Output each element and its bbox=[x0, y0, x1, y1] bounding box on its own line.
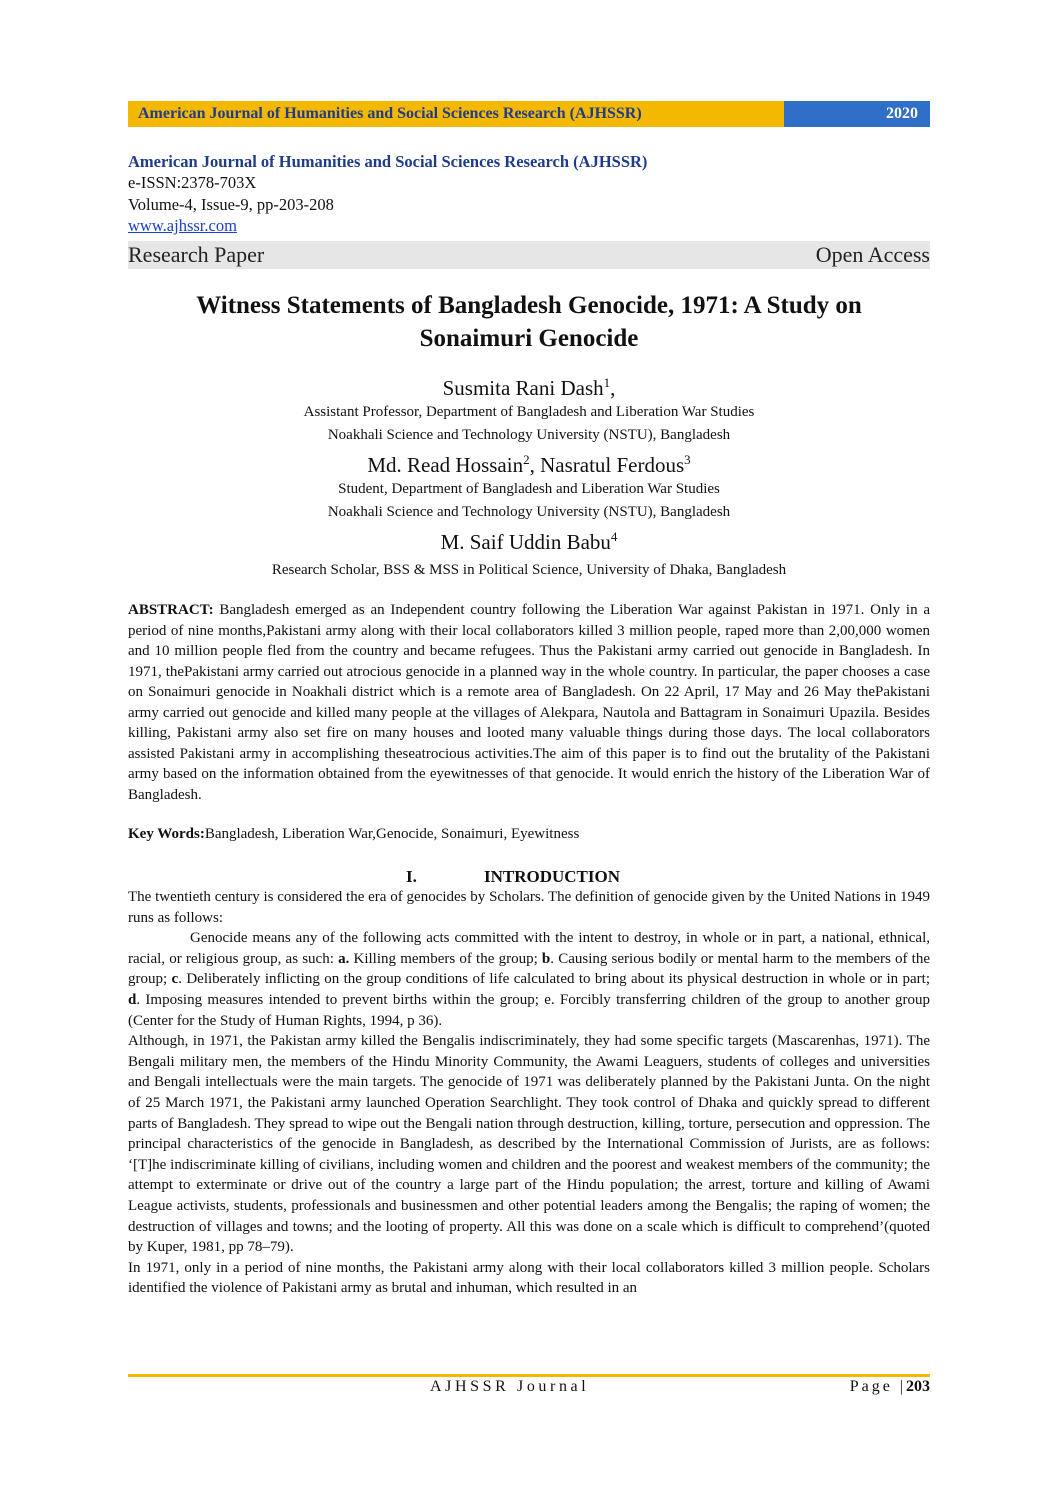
running-header-journal: American Journal of Humanities and Social Sciences Research (AJHSSR) bbox=[128, 101, 784, 127]
paper-title bbox=[128, 289, 930, 355]
footer-page-label: Page | bbox=[849, 1378, 906, 1395]
author-4-sup: 4 bbox=[610, 529, 618, 544]
author-2-sup: 2 bbox=[523, 452, 530, 467]
keywords-label: Key Words: bbox=[128, 826, 205, 842]
keywords bbox=[128, 824, 930, 844]
article-type-bar bbox=[128, 241, 930, 269]
introduction-body bbox=[128, 887, 930, 1299]
author-3-name: Nasratul Ferdous bbox=[540, 453, 685, 477]
masthead-website-link[interactable]: www.ajhssr.com bbox=[128, 216, 237, 235]
masthead-volume: Volume-4, Issue-9, pp-203-208 bbox=[128, 195, 334, 214]
page-footer bbox=[128, 1376, 930, 1398]
author-1-affiliation-2: Noakhali Science and Technology University (NSTU), Bangladesh bbox=[327, 427, 731, 443]
section-title: INTRODUCTION bbox=[484, 867, 621, 886]
author-2-3-affiliation-1: Student, Department of Bangladesh and Liberation War Studies bbox=[338, 481, 720, 497]
article-type: Research Paper bbox=[128, 242, 265, 267]
section-number: I. bbox=[406, 867, 417, 886]
author-1-affiliation-1: Assistant Professor, Department of Bangladesh and Liberation War Studies bbox=[303, 404, 755, 420]
footer-page bbox=[850, 1376, 930, 1398]
author-1: Susmita Rani Dash$^1$, bbox=[442, 375, 616, 400]
footer-page-number: 203 bbox=[906, 1378, 930, 1395]
running-header bbox=[128, 101, 930, 127]
abstract-text: Bangladesh emerged as an Independent country following the Liberation War against Pakistan in 1971. Only in a period of nine months,Pakistani army along with their local collaborators killed 3 million people, raped more than 2,00,000 women and 10 million people fled from the country and became refugees. Thus the Pakistani army carried out genocide in Bangladesh. In 1971, thePakistani army carried out atrocious genocide in a planned way in the whole country. In particular, the paper chooses a case on Sonaimuri genocide in Noakhali district which is a remote area of Bangladesh. On 22 April, 17 May and 26 May thePakistani army carried out genocide and killed many people at the villages of Alekpara, Nautola and Battagram in Sonaimuri Upazila. Besides killing, Pakistani army also set fire on many houses and looted many valuable things during those days. The local collaborators assisted Pakistani army in accomplishing theseatrocious activities.The aim of this paper is to find out the brutality of the Pakistani army based on the information obtained from the eyewitnesses of that genocide. It would enrich the history of the Liberation War of Bangladesh. bbox=[128, 602, 930, 803]
author-2-3-affiliation-2: Noakhali Science and Technology University (NSTU), Bangladesh bbox=[327, 504, 731, 520]
author-4 bbox=[128, 524, 930, 555]
abstract-label: ABSTRACT: bbox=[128, 602, 214, 618]
author-block bbox=[128, 370, 930, 582]
author-1-sup: 1 bbox=[603, 375, 611, 390]
paragraph-3: In 1971, only in a period of nine months, the Pakistani army along with their local collaborators killed 3 million people. Scholars identified the violence of Pakistani army as brutal and inhuman, which resulted in an bbox=[128, 1259, 930, 1297]
paragraph-1: The twentieth century is considered the era of genocides by Scholars. The definition of genocide given by the United Nations in 1949 runs as follows: bbox=[128, 889, 930, 926]
access-type: Open Access bbox=[815, 242, 930, 267]
author-2-name: Md. Read Hossain bbox=[367, 453, 524, 477]
paragraph-2: Although, in 1971, the Pakistan army killed the Bengalis indiscriminately, they had some specific targets (Mascarenhas, 1971). The Bengali military men, the members of the Hindu Minority Community, the Awami Leaguers, students of colleges and universities and Bengali intellectuals were the main targets. The genocide of 1971 was deliberately planned by the Pakistani Junta. On the night of 25 March 1971, the Pakistani army launched Operation Searchlight. They took control of Dhaka and quickly spread to different parts of Bangladesh. They spread to wipe out the Bengali nation through destruction, killing, torture, persecution and oppression. The principal characteristics of the genocide in Bangladesh, as described by the International Commission of Jurists, are as follows: ‘[T]he indiscriminate killing of civilians, including women and children and the poorest and weakest members of the community; the attempt to exterminate or drive out of the country a large part of the Hindu population; the arrest, torture and killing of Awami League activists, students, professionals and businessmen and other potential leaders among the Bengalis; the raping of women; the destruction of villages and towns; and the looting of property. All this was done on a scale which is difficult to comprehend’(quoted by Kuper, 1981, pp 78–79). bbox=[128, 1033, 930, 1256]
masthead bbox=[128, 152, 930, 236]
footer-journal: AJHSSR Journal bbox=[430, 1378, 590, 1395]
paper-title-line-2: Sonaimuri Genocide bbox=[419, 325, 639, 352]
author-2-3: Md. Read Hossain$^2$, Nasratul Ferdous$^3$ bbox=[367, 452, 691, 477]
masthead-journal: American Journal of Humanities and Social Sciences Research (AJHSSR) bbox=[128, 152, 648, 171]
author-4-affiliation: Research Scholar, BSS & MSS in Political Science, University of Dhaka, Bangladesh bbox=[271, 562, 787, 578]
keywords-text: Bangladesh, Liberation War,Genocide, Sonaimuri, Eyewitness bbox=[204, 826, 580, 842]
running-header-year: 2020 bbox=[784, 101, 930, 127]
author-4-name: M. Saif Uddin Babu bbox=[440, 530, 611, 554]
abstract bbox=[128, 600, 930, 805]
paper-title-line-1: Witness Statements of Bangladesh Genocide, 1971: A Study on bbox=[196, 292, 862, 319]
masthead-issn: e-ISSN:2378-703X bbox=[128, 173, 257, 192]
genocide-definition-quote: Genocide means any of the following acts committed with the intent to destroy, in whole or in part, a national, ethnical, racial, or religious group, as such: a. Killing members of the group; b. Causing serious bodily or mental harm to the members of the group; c. Deliberately inflicting on the group conditions of life calculated to bring about its physical destruction in whole or in part; d. Imposing measures intended to prevent births within the group; e. Forcibly transferring children of the group to another group (Center for the Study of Human Rights, 1994, p 36). bbox=[128, 930, 931, 1029]
author-3-sup: 3 bbox=[684, 452, 691, 467]
author-1-name: Susmita Rani Dash bbox=[442, 376, 604, 400]
